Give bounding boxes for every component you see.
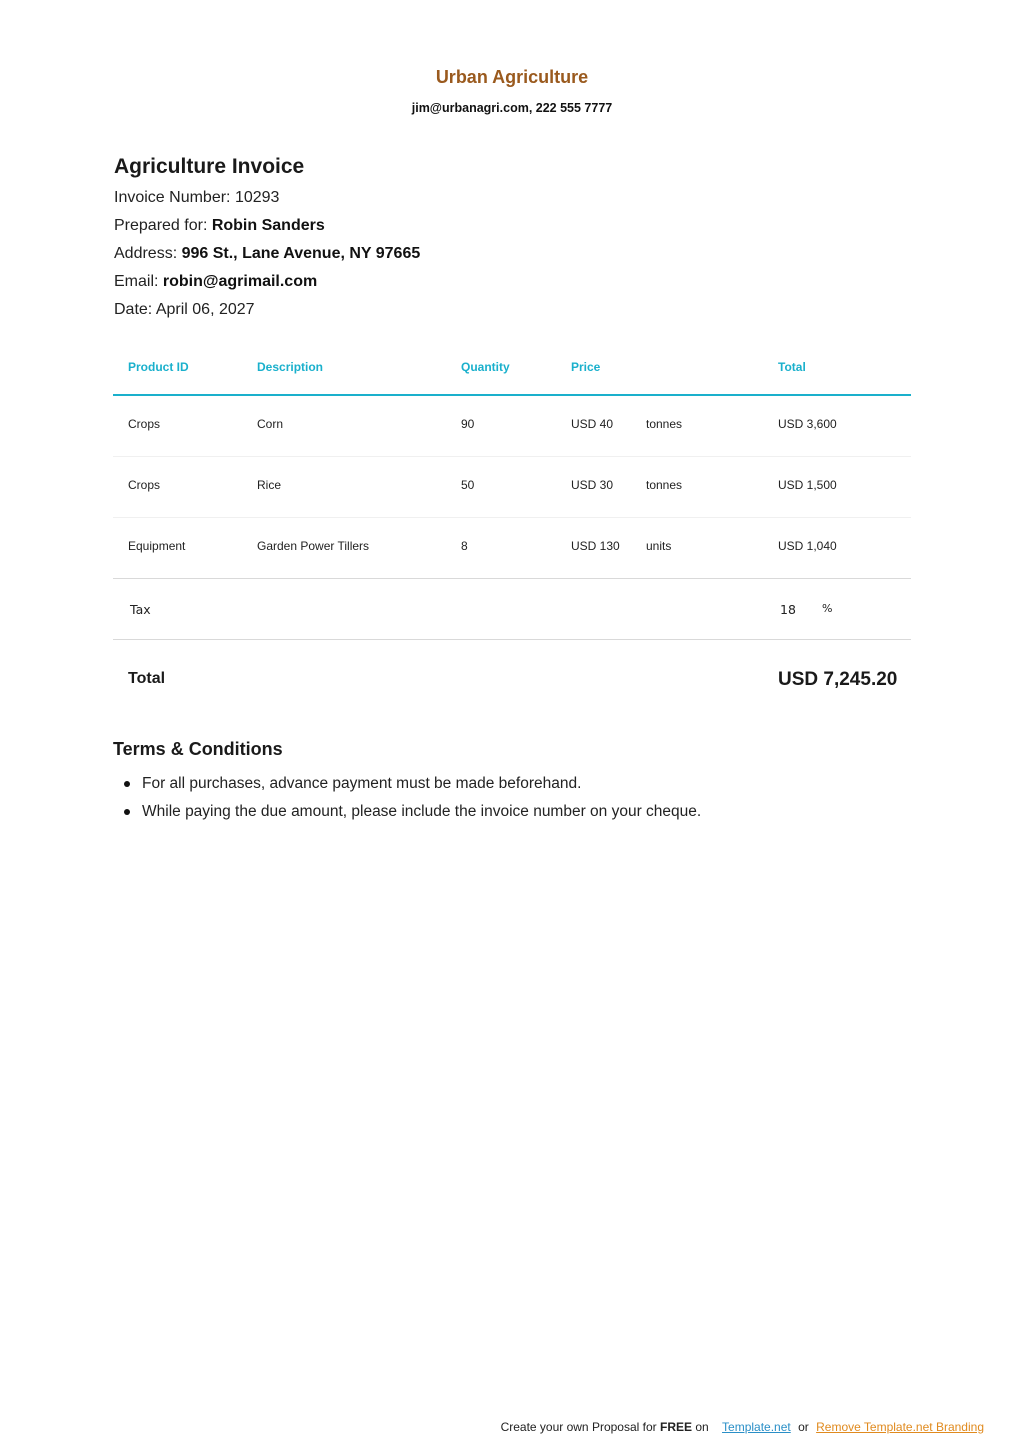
cell-quantity: 8 bbox=[461, 539, 468, 553]
invoice-number: 10293 bbox=[234, 189, 280, 206]
table-row bbox=[113, 518, 911, 579]
total-value: USD 7,245.20 bbox=[778, 669, 898, 690]
email-line bbox=[114, 273, 317, 291]
prepared-for-name: Robin Sanders bbox=[211, 217, 325, 234]
cell-description: Garden Power Tillers bbox=[257, 539, 370, 553]
footer-on: on bbox=[692, 1420, 709, 1434]
list-item: For all purchases, advance payment must be made beforehand. bbox=[142, 770, 701, 798]
terms-title: Terms & Conditions bbox=[113, 739, 283, 759]
cell-total: USD 3,600 bbox=[778, 417, 837, 431]
invoice-number-line bbox=[114, 189, 279, 207]
cell-unit: tonnes bbox=[646, 417, 683, 431]
header-total: Total bbox=[778, 360, 806, 374]
header-product-id: Product ID bbox=[128, 360, 189, 374]
cell-product-id: Crops bbox=[128, 417, 161, 431]
header-price: Price bbox=[571, 360, 601, 374]
cell-unit: units bbox=[646, 539, 672, 553]
tax-label: Tax bbox=[130, 602, 151, 617]
cell-price: USD 30 bbox=[571, 478, 614, 492]
header-description: Description bbox=[257, 360, 324, 374]
invoice-title: Agriculture Invoice bbox=[114, 155, 305, 178]
cell-quantity: 90 bbox=[461, 417, 475, 431]
terms-list bbox=[142, 770, 701, 826]
template-net-link[interactable]: Template.net bbox=[722, 1420, 791, 1434]
total-label: Total bbox=[128, 670, 166, 687]
tax-row bbox=[113, 579, 911, 640]
tax-value[interactable]: 18 bbox=[780, 602, 796, 617]
list-item: While paying the due amount, please include the invoice number on your cheque. bbox=[142, 798, 701, 826]
cell-price: USD 40 bbox=[571, 417, 614, 431]
cell-price: USD 130 bbox=[571, 539, 620, 553]
prepared-for-label: Prepared for: bbox=[114, 217, 212, 234]
total-row bbox=[113, 640, 911, 720]
date-line bbox=[114, 301, 255, 319]
date-label: Date: bbox=[114, 301, 156, 318]
address-value: 996 St., Lane Avenue, NY 97665 bbox=[181, 245, 421, 262]
remove-branding-link[interactable]: Remove Template.net Branding bbox=[816, 1420, 984, 1434]
tax-unit: % bbox=[822, 602, 833, 615]
table-header bbox=[113, 340, 911, 396]
address-label: Address: bbox=[114, 245, 182, 262]
invoice-number-label: Invoice Number: bbox=[114, 189, 235, 206]
table-row bbox=[113, 457, 911, 518]
footer-free: FREE bbox=[659, 1420, 692, 1434]
cell-unit: tonnes bbox=[646, 478, 683, 492]
address-line bbox=[114, 245, 420, 263]
cell-product-id: Crops bbox=[128, 478, 161, 492]
cell-total: USD 1,040 bbox=[778, 539, 837, 553]
company-contact: jim@urbanagri.com, 222 555 7777 bbox=[411, 101, 613, 115]
email-label: Email: bbox=[114, 273, 163, 290]
prepared-for-line bbox=[114, 217, 325, 235]
cell-description: Corn bbox=[257, 417, 284, 431]
footer-prefix: Create your own Proposal for bbox=[500, 1420, 660, 1434]
footer-or: or bbox=[798, 1420, 809, 1434]
header-quantity: Quantity bbox=[461, 360, 510, 374]
date-value: April 06, 2027 bbox=[155, 301, 255, 318]
cell-total: USD 1,500 bbox=[778, 478, 837, 492]
cell-quantity: 50 bbox=[461, 478, 475, 492]
email-value: robin@agrimail.com bbox=[162, 273, 318, 290]
invoice-table bbox=[113, 340, 911, 720]
table-row bbox=[113, 396, 911, 457]
footer-branding bbox=[501, 1420, 984, 1434]
cell-description: Rice bbox=[257, 478, 282, 492]
cell-product-id: Equipment bbox=[128, 539, 186, 553]
company-name: Urban Agriculture bbox=[435, 67, 589, 87]
